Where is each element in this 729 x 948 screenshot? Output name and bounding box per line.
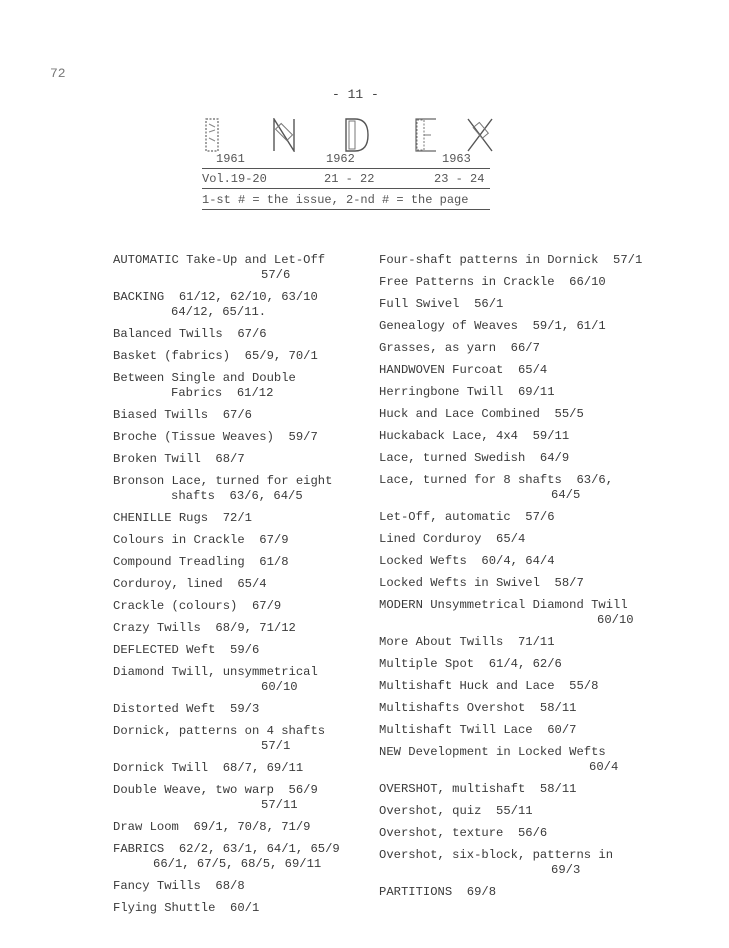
index-term: Distorted Weft 59/3 — [113, 702, 260, 716]
index-continuation: 60/10 — [261, 680, 298, 694]
index-term: Dornick, patterns on 4 shafts — [113, 724, 326, 738]
index-term: Huckaback Lace, 4x4 59/11 — [379, 429, 570, 443]
index-legend: 1-st # = the issue, 2-nd # = the page — [202, 193, 469, 207]
index-entry — [379, 745, 674, 775]
index-entry — [379, 473, 674, 503]
index-term: Free Patterns in Crackle 66/10 — [379, 275, 606, 289]
index-entry — [113, 452, 373, 467]
index-entry — [379, 723, 674, 738]
index-continuation: shafts 63/6, 64/5 — [171, 489, 303, 503]
index-term: Draw Loom 69/1, 70/8, 71/9 — [113, 820, 311, 834]
letter-e-icon — [415, 118, 437, 152]
index-entry — [113, 879, 373, 894]
index-entry — [379, 701, 674, 716]
index-entry — [113, 511, 373, 526]
folio: - 11 - — [332, 87, 379, 102]
index-entry — [379, 429, 674, 444]
index-entry — [379, 635, 674, 650]
index-term: MODERN Unsymmetrical Diamond Twill — [379, 598, 628, 612]
index-entry — [379, 885, 674, 900]
index-continuation: 60/10 — [597, 613, 634, 627]
volume-1962: 21 - 22 — [324, 172, 375, 186]
index-term: Balanced Twills 67/6 — [113, 327, 267, 341]
index-entry — [113, 290, 373, 320]
page-number: 72 — [50, 66, 66, 81]
index-continuation: 57/1 — [261, 739, 291, 753]
index-continuation: 57/11 — [261, 798, 298, 812]
index-term: Dornick Twill 68/7, 69/11 — [113, 761, 304, 775]
year-1961: 1961 — [216, 152, 245, 166]
index-entry — [379, 532, 674, 547]
index-entry — [379, 319, 674, 334]
index-entry — [379, 510, 674, 525]
index-entry — [379, 782, 674, 797]
index-entry — [379, 554, 674, 569]
index-term: Compound Treadling 61/8 — [113, 555, 289, 569]
index-entry — [379, 657, 674, 672]
index-entry — [113, 577, 373, 592]
right-index-column — [379, 253, 674, 907]
index-term: Multishafts Overshot 58/11 — [379, 701, 577, 715]
index-entry — [379, 598, 674, 628]
index-term: Double Weave, two warp 56/9 — [113, 783, 318, 797]
year-1963: 1963 — [442, 152, 471, 166]
letter-d-icon — [345, 118, 369, 152]
index-term: FABRICS 62/2, 63/1, 64/1, 65/9 — [113, 842, 340, 856]
index-term: Multiple Spot 61/4, 62/6 — [379, 657, 562, 671]
index-entry — [113, 349, 373, 364]
letter-n-icon — [273, 118, 295, 152]
index-entry — [379, 385, 674, 400]
volume-1963: 23 - 24 — [434, 172, 485, 186]
letter-x-icon — [467, 118, 493, 152]
index-term: DEFLECTED Weft 59/6 — [113, 643, 260, 657]
index-term: PARTITIONS 69/8 — [379, 885, 497, 899]
index-entry — [113, 702, 373, 717]
index-title-graphic — [205, 118, 493, 154]
index-entry — [113, 555, 373, 570]
index-term: Biased Twills 67/6 — [113, 408, 252, 422]
volume-1961: Vol.19-20 — [202, 172, 267, 186]
index-continuation: 60/4 — [589, 760, 619, 774]
index-term: Huck and Lace Combined 55/5 — [379, 407, 584, 421]
year-1962: 1962 — [326, 152, 355, 166]
index-term: Diamond Twill, unsymmetrical — [113, 665, 318, 679]
index-entry — [113, 408, 373, 423]
index-entry — [113, 665, 373, 695]
index-term: Four-shaft patterns in Dornick 57/1 — [379, 253, 643, 267]
index-term: Broken Twill 68/7 — [113, 452, 245, 466]
index-entry — [379, 679, 674, 694]
index-term: Broche (Tissue Weaves) 59/7 — [113, 430, 318, 444]
index-entry — [379, 275, 674, 290]
index-term: Overshot, six-block, patterns in — [379, 848, 614, 862]
index-term: Crazy Twills 68/9, 71/12 — [113, 621, 296, 635]
index-entry — [379, 451, 674, 466]
index-term: Locked Wefts 60/4, 64/4 — [379, 554, 555, 568]
index-term: Multishaft Twill Lace 60/7 — [379, 723, 577, 737]
index-term: Corduroy, lined 65/4 — [113, 577, 267, 591]
index-term: Grasses, as yarn 66/7 — [379, 341, 540, 355]
index-term: Crackle (colours) 67/9 — [113, 599, 282, 613]
index-term: Flying Shuttle 60/1 — [113, 901, 260, 915]
index-term: Fancy Twills 68/8 — [113, 879, 245, 893]
index-entry — [113, 621, 373, 636]
index-term: Overshot, quiz 55/11 — [379, 804, 533, 818]
index-term: NEW Development in Locked Wefts — [379, 745, 606, 759]
index-entry — [113, 643, 373, 658]
index-continuation: Fabrics 61/12 — [171, 386, 274, 400]
index-entry — [113, 761, 373, 776]
index-entry — [379, 576, 674, 591]
index-term: HANDWOVEN Furcoat 65/4 — [379, 363, 548, 377]
index-entry — [113, 327, 373, 342]
index-term: Let-Off, automatic 57/6 — [379, 510, 555, 524]
index-term: Basket (fabrics) 65/9, 70/1 — [113, 349, 318, 363]
index-entry — [113, 253, 373, 283]
legend-row — [202, 193, 490, 210]
index-entry — [379, 407, 674, 422]
index-entry — [379, 297, 674, 312]
index-term: CHENILLE Rugs 72/1 — [113, 511, 252, 525]
years-row — [202, 152, 490, 169]
index-term: BACKING 61/12, 62/10, 63/10 — [113, 290, 318, 304]
index-entry — [379, 848, 674, 878]
index-term: Lace, turned Swedish 64/9 — [379, 451, 570, 465]
index-entry — [113, 724, 373, 754]
index-term: Colours in Crackle 67/9 — [113, 533, 289, 547]
index-entry — [113, 842, 373, 872]
index-entry — [113, 599, 373, 614]
index-entry — [113, 430, 373, 445]
index-term: Locked Wefts in Swivel 58/7 — [379, 576, 584, 590]
index-term: More About Twills 71/11 — [379, 635, 555, 649]
index-continuation: 64/12, 65/11. — [171, 305, 267, 319]
left-index-column — [113, 253, 373, 923]
index-entry — [113, 820, 373, 835]
index-term: Bronson Lace, turned for eight — [113, 474, 333, 488]
index-entry — [113, 533, 373, 548]
index-entry — [379, 363, 674, 378]
index-entry — [379, 341, 674, 356]
index-entry — [113, 901, 373, 916]
index-term: Herringbone Twill 69/11 — [379, 385, 555, 399]
index-term: Lined Corduroy 65/4 — [379, 532, 526, 546]
index-continuation: 66/1, 67/5, 68/5, 69/11 — [153, 857, 322, 871]
index-entry — [113, 474, 373, 504]
index-entry — [379, 253, 674, 268]
letter-i-icon — [205, 118, 219, 152]
index-term: Genealogy of Weaves 59/1, 61/1 — [379, 319, 606, 333]
index-continuation: 64/5 — [551, 488, 581, 502]
index-term: Lace, turned for 8 shafts 63/6, — [379, 473, 614, 487]
index-term: Full Swivel 56/1 — [379, 297, 504, 311]
index-continuation: 69/3 — [551, 863, 581, 877]
index-term: Multishaft Huck and Lace 55/8 — [379, 679, 599, 693]
volumes-row — [202, 172, 490, 189]
index-entry — [113, 783, 373, 813]
index-entry — [379, 804, 674, 819]
index-entry — [113, 371, 373, 401]
index-term: Between Single and Double — [113, 371, 296, 385]
index-term: AUTOMATIC Take-Up and Let-Off — [113, 253, 326, 267]
index-entry — [379, 826, 674, 841]
index-continuation: 57/6 — [261, 268, 291, 282]
index-term: OVERSHOT, multishaft 58/11 — [379, 782, 577, 796]
index-term: Overshot, texture 56/6 — [379, 826, 548, 840]
